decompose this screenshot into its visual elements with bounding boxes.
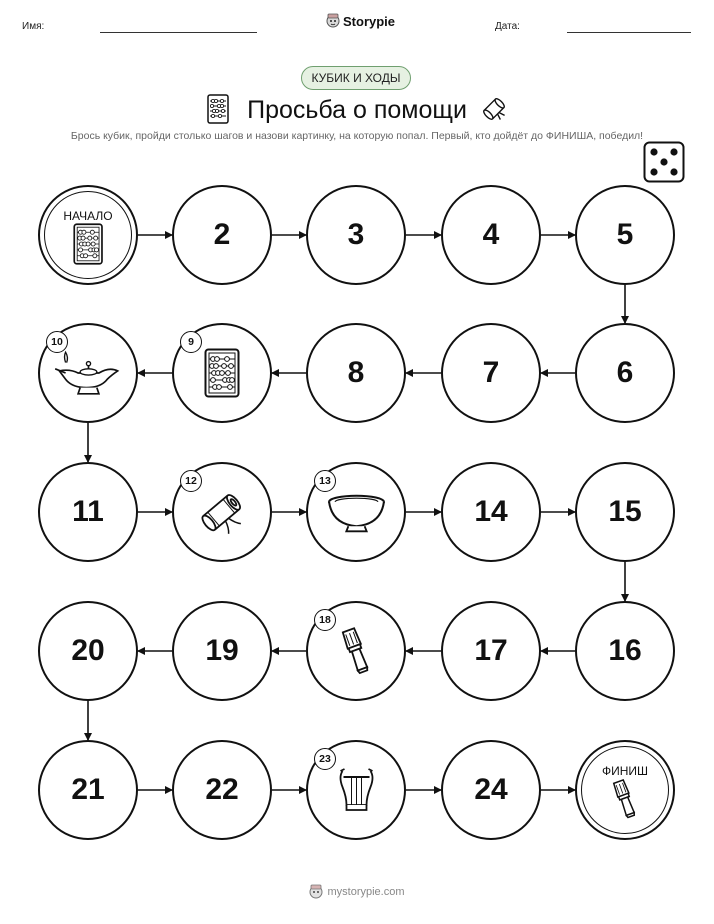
board-tile[interactable] [441, 740, 541, 840]
tile-number: 8 [347, 356, 365, 389]
board-tile[interactable] [38, 740, 138, 840]
tile-number: 11 [72, 495, 104, 528]
bowl-icon [324, 487, 389, 537]
date-label: Дата: [495, 21, 520, 32]
brand-name: Storypie [343, 13, 396, 29]
tile-number: 24 [474, 773, 508, 806]
tile-number: 14 [474, 495, 508, 528]
tile-number: 6 [616, 356, 634, 389]
tile-number-tag: 12 [180, 470, 202, 492]
board-tile[interactable] [575, 462, 675, 562]
board-tile[interactable] [38, 601, 138, 701]
board-tile[interactable] [172, 462, 272, 562]
tile-number: 17 [474, 634, 508, 667]
tile-number: 22 [205, 773, 239, 806]
tile-number-tag: 9 [180, 331, 202, 353]
board-tile[interactable] [441, 462, 541, 562]
board-tile[interactable] [306, 323, 406, 423]
start-tile-label: НАЧАЛО [63, 209, 113, 223]
title-text: Просьба о помощи [247, 96, 467, 124]
tile-number-tag: 23 [314, 748, 336, 770]
abacus-icon [40, 223, 136, 265]
finish-tile[interactable] [575, 740, 675, 840]
tile-number-tag: 13 [314, 470, 336, 492]
chisel-icon [336, 626, 376, 676]
abacus-icon [204, 348, 240, 398]
board-tile[interactable] [306, 462, 406, 562]
lyre-icon [334, 765, 379, 815]
tile-number-tag: 10 [46, 331, 68, 353]
tile-number: 2 [213, 218, 231, 251]
tile-number: 4 [482, 218, 500, 251]
name-label: Имя: [22, 21, 45, 32]
tile-number: 21 [71, 773, 105, 806]
chisel-icon [577, 778, 673, 820]
start-tile[interactable] [38, 185, 138, 285]
board-tile[interactable] [441, 323, 541, 423]
footer-link[interactable]: mystorypie.com [327, 886, 405, 898]
tile-number: 19 [205, 634, 239, 667]
board-tile[interactable] [575, 601, 675, 701]
board-tile[interactable] [172, 323, 272, 423]
tile-number: 3 [347, 218, 365, 251]
oil-lamp-icon [51, 348, 126, 398]
board-tile[interactable] [172, 740, 272, 840]
tile-number: 7 [482, 356, 500, 389]
board-tile[interactable] [38, 462, 138, 562]
board-tile[interactable] [306, 740, 406, 840]
board-tile[interactable] [575, 185, 675, 285]
tile-number-tag: 18 [314, 609, 336, 631]
tile-number: 20 [71, 634, 105, 667]
tile-number: 15 [608, 495, 642, 528]
footer-mascot-icon [309, 884, 323, 900]
board-tile[interactable] [575, 323, 675, 423]
board-tile[interactable] [306, 601, 406, 701]
board-tile[interactable] [441, 601, 541, 701]
finish-tile-label: ФИНИШ [601, 764, 649, 778]
scroll-icon [197, 487, 247, 537]
instructions-text: Брось кубик, пройди столько шагов и назови картинку, на которую попал. Первый, кто дойдёт до ФИНИША, победил! [70, 130, 644, 142]
board-tile[interactable] [441, 185, 541, 285]
tile-number: 16 [608, 634, 642, 667]
tile-number: 5 [616, 218, 634, 251]
board-tile[interactable] [38, 323, 138, 423]
board-tile[interactable] [172, 185, 272, 285]
board-tile[interactable] [306, 185, 406, 285]
activity-badge: КУБИК И ХОДЫ [301, 66, 411, 90]
board-tile[interactable] [172, 601, 272, 701]
footer [0, 884, 714, 900]
